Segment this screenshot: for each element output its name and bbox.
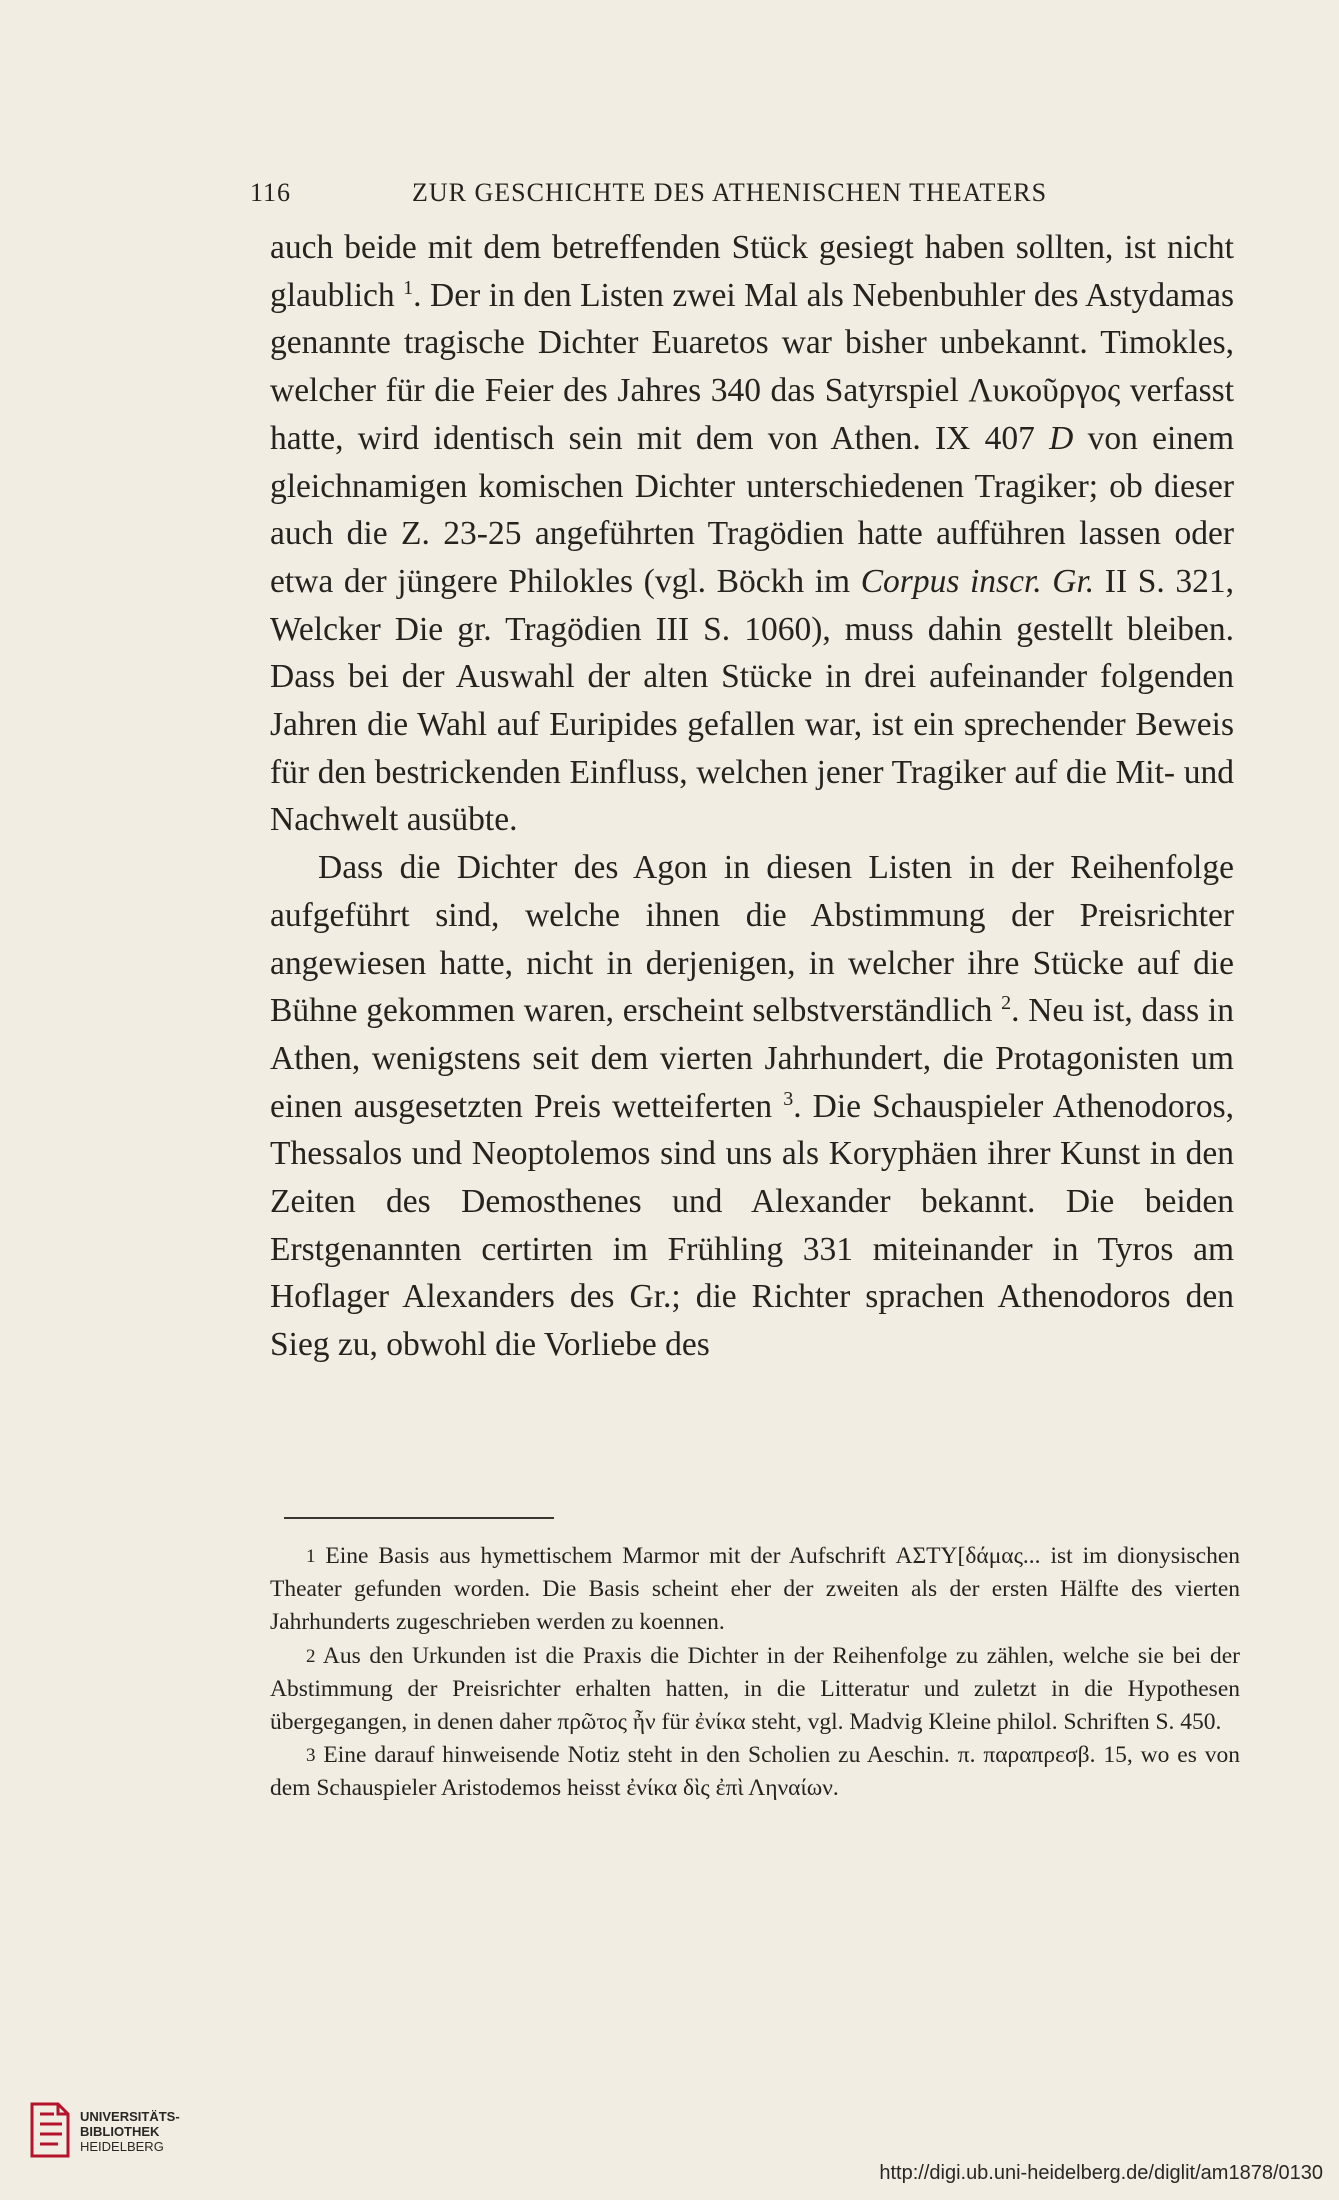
page-number: 116 bbox=[250, 178, 292, 207]
footnotes bbox=[270, 1540, 1240, 1806]
footnote-3 bbox=[270, 1739, 1240, 1805]
library-logo-icon bbox=[28, 2100, 72, 2160]
text-run-italic: D bbox=[1049, 419, 1074, 457]
footnote-number: 3 bbox=[306, 1745, 316, 1767]
footnote-number: 2 bbox=[306, 1645, 316, 1667]
text-run: . Die Schauspieler Athenodoros, Thessalos und Neoptolemos sind uns als Koryphäen ihrer Kunst in den Zeiten des Demosthenes und Alexander bekannt. Die beiden Erstgenannten certirten im Frühling 331 miteinander in Tyros am Hoflager Alexanders des Gr.; die Richter sprachen Athenodoros den Sieg zu, obwohl die Vorliebe des bbox=[270, 1087, 1235, 1364]
logo-line-1: UNIVERSITÄTS- bbox=[80, 2109, 180, 2124]
paragraph-2 bbox=[270, 844, 1234, 1369]
footnote-1 bbox=[270, 1540, 1240, 1640]
text-run: . Neu ist, dass in Athen, wenigstens seit dem vierten Jahrhundert, die Protagonisten um einen ausgesetzten Preis wetteiferten bbox=[270, 992, 1234, 1125]
main-text bbox=[270, 224, 1234, 1369]
text-run: auch beide mit dem betreffenden Stück gesiegt haben sollten, ist nicht glaublich bbox=[270, 229, 1234, 314]
footnote-ref-3: 3 bbox=[783, 1087, 794, 1110]
text-run: von einem gleichnamigen komischen Dichter unterschiedenen Tragiker; ob dieser auch die Z. 23-25 angeführten Tragödien hatte aufführen lassen oder etwa der jüngere Philokles (vgl. Böckh im bbox=[270, 419, 1234, 600]
logo-line-3: HEIDELBERG bbox=[80, 2139, 164, 2154]
footnote-ref-1: 1 bbox=[403, 276, 414, 299]
text-run: . Der in den Listen zwei Mal als Nebenbuhler des Astydamas genannte tragische Dichter Euaretos war bisher unbekannt. Timokles, welcher für die Feier des Jahres 340 das Satyrspiel Λυκοῦργος verfasst hatte, wird identisch sein mit dem von Athen. IX 407 bbox=[270, 276, 1234, 457]
paragraph-1 bbox=[270, 224, 1234, 844]
footnote-2 bbox=[270, 1640, 1240, 1740]
footnote-number: 1 bbox=[306, 1546, 316, 1567]
source-url[interactable]: http://digi.ub.uni-heidelberg.de/diglit/am1878/0130 bbox=[879, 2162, 1323, 2184]
footnote-divider bbox=[284, 1517, 554, 1519]
text-run: Dass die Dichter des Agon in diesen Listen in der Reihenfolge aufgeführt sind, welche ihnen die Abstimmung der Preisrichter angewiesen hatte, nicht in derjenigen, in welcher ihre Stücke auf die Bühne gekommen waren, erscheint selbstverständlich bbox=[270, 849, 1234, 1030]
corpus-title: Corpus inscr. Gr. bbox=[860, 562, 1095, 600]
text-run: II S. 321, Welcker Die gr. Tragödien III S. 1060), muss dahin gestellt bleiben. Dass bei der Auswahl der alten Stücke in drei aufeinander folgenden Jahren die Wahl auf Euripides gefallen war, ist ein sprechender Beweis für den bestrickenden Einfluss, welchen jener Tragiker auf die Mit- und Nachwelt ausübte. bbox=[270, 562, 1234, 839]
library-logo-text bbox=[80, 2109, 180, 2154]
running-title: ZUR GESCHICHTE DES ATHENISCHEN THEATERS bbox=[412, 178, 1048, 207]
footnote-ref-2: 2 bbox=[1001, 992, 1012, 1015]
logo-line-2: BIBLIOTHEK bbox=[80, 2124, 160, 2139]
footnote-text: Eine Basis aus hymettischem Marmor mit der Aufschrift ΑΣΤΥ[δάμας... ist im dionysischen Theater gefunden worden. Die Basis scheint eher der zweiten als der ersten Hälfte des vierten Jahrhunderts zugeschrieben werden zu koennen. bbox=[270, 1543, 1241, 1636]
footnote-text: Aus den Urkunden ist die Praxis die Dichter in der Reihenfolge zu zählen, welche sie bei der Abstimmung der Preisrichter erhalten hatten, in die Litteratur und zuletzt in die Hypothesen übergegangen, in denen daher πρῶτος ἦν für ἐνίκα steht, vgl. Madvig Kleine philol. Schriften S. 450. bbox=[270, 1642, 1240, 1736]
footnote-text: Eine darauf hinweisende Notiz steht in den Scholien zu Aeschin. π. παραπρεσβ. 15, wo es von dem Schauspieler Aristodemos heisst ἐνίκα δὶς ἐπὶ Ληναίων. bbox=[270, 1742, 1241, 1802]
